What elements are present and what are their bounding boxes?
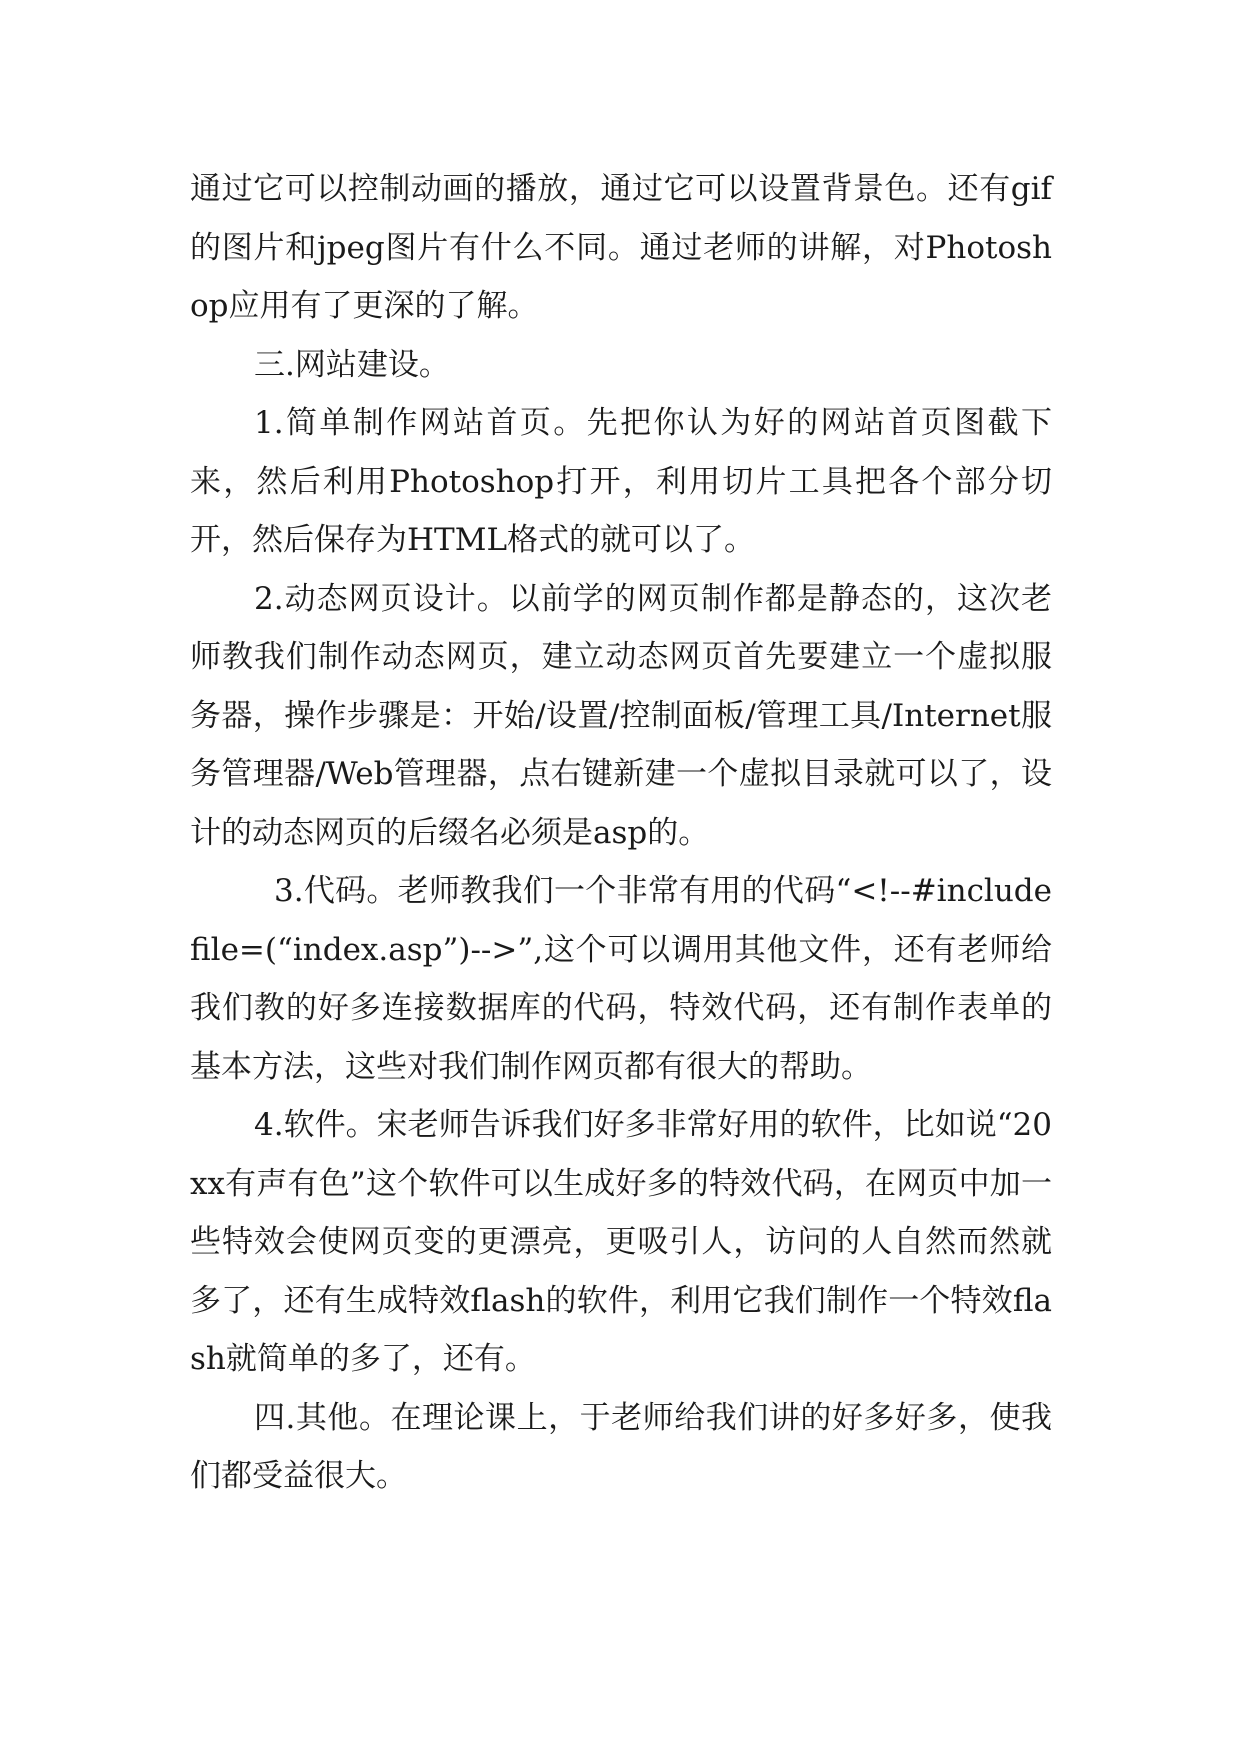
paragraph-code: 3.代码。老师教我们一个非常有用的代码“<!--#include file=(“index.asp”)-->”,这个可以调用其他文件，还有老师给我们教的好多连接数据库的代码，特效代码，还有制作表单的基本方法，这些对我们制作网页都有很大的帮助。: [190, 873, 1052, 1085]
document-body: [190, 160, 1052, 1506]
paragraph-continued: 通过它可以控制动画的播放，通过它可以设置背景色。还有gif的图片和jpeg图片有什么不同。通过老师的讲解，对Photoshop应用有了更深的了解。: [190, 171, 1052, 324]
paragraph-software: 4.软件。宋老师告诉我们好多非常好用的软件，比如说“20xx有声有色”这个软件可以生成好多的特效代码，在网页中加一些特效会使网页变的更漂亮，更吸引人，访问的人自然而然就多了，还有生成特效flash的软件，利用它我们制作一个特效flash就简单的多了，还有。: [190, 1107, 1052, 1377]
paragraph-other: 四.其他。在理论课上，于老师给我们讲的好多好多，使我们都受益很大。: [190, 1399, 1052, 1494]
section-heading-website: 三.网站建设。: [254, 346, 450, 383]
paragraph-homepage: 1.简单制作网站首页。先把你认为好的网站首页图截下来，然后利用Photoshop打开，利用切片工具把各个部分切开，然后保存为HTML格式的就可以了。: [190, 405, 1052, 558]
paragraph-dynamic-web: 2.动态网页设计。以前学的网页制作都是静态的，这次老师教我们制作动态网页，建立动态网页首先要建立一个虚拟服务器，操作步骤是：开始/设置/控制面板/管理工具/Internet服务管理器/Web管理器，点右键新建一个虚拟目录就可以了，设计的动态网页的后缀名必须是asp的。: [190, 580, 1052, 851]
